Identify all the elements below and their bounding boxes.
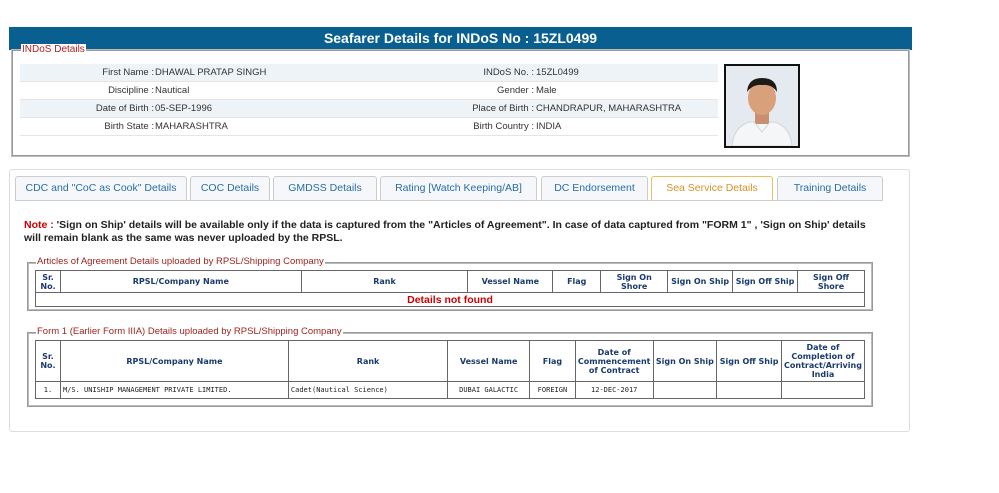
first-name-value: DHAWAL PRATAP SINGH bbox=[155, 67, 267, 78]
col-sign-off-ship: Sign Off Ship bbox=[733, 271, 798, 293]
indos-legend: INDoS Details bbox=[22, 44, 85, 55]
col-vessel-name: Vessel Name bbox=[448, 341, 530, 382]
indos-row bbox=[20, 100, 718, 118]
note-text: 'Sign on Ship' details will be available only if the data is captured from the "Articles of Agreement". In case of data captured from "FORM 1" , 'Sign on Ship' details will remain blank as the same was never uploaded by the RPSL. bbox=[24, 219, 866, 244]
indos-no-value: 15ZL0499 bbox=[536, 67, 579, 78]
cell-sign-on-ship bbox=[653, 382, 717, 399]
col-company-name: RPSL/Company Name bbox=[60, 271, 301, 293]
indos-row bbox=[20, 82, 718, 100]
table-header-row bbox=[36, 271, 865, 293]
cell-rank: Cadet(Nautical Science) bbox=[288, 382, 447, 399]
indos-details-table bbox=[20, 64, 718, 136]
cell-commencement: 12-DEC-2017 bbox=[575, 382, 653, 399]
page-title: Seafarer Details for INDoS No : 15ZL0499 bbox=[9, 27, 912, 50]
discipline-label: Discipline : bbox=[108, 85, 154, 96]
person-photo-icon bbox=[726, 66, 798, 146]
articles-legend: Articles of Agreement Details uploaded by RPSL/Shipping Company bbox=[37, 256, 324, 267]
details-not-found-message: Details not found bbox=[36, 293, 865, 307]
form1-legend: Form 1 (Earlier Form IIIA) Details uploaded by RPSL/Shipping Company bbox=[37, 326, 342, 337]
cell-vessel-name: DUBAI GALACTIC bbox=[448, 382, 530, 399]
col-rank: Rank bbox=[301, 271, 468, 293]
sign-on-note bbox=[24, 219, 884, 245]
cell-sr-no: 1. bbox=[36, 382, 61, 399]
tab-sea-service-details[interactable]: Sea Service Details bbox=[651, 176, 773, 201]
table-header-row bbox=[36, 341, 865, 382]
articles-table bbox=[35, 270, 865, 307]
indos-row bbox=[20, 64, 718, 82]
gender-label: Gender : bbox=[497, 85, 534, 96]
tab-cdc-details[interactable]: CDC and "CoC as Cook" Details bbox=[15, 176, 187, 200]
cell-sign-off-ship bbox=[717, 382, 782, 399]
col-company-name: RPSL/Company Name bbox=[60, 341, 288, 382]
table-row bbox=[36, 382, 865, 399]
col-sign-on-ship: Sign On Ship bbox=[668, 271, 733, 293]
tab-training-details[interactable]: Training Details bbox=[777, 176, 883, 200]
birth-state-label: Birth State : bbox=[104, 121, 154, 132]
birth-country-label: Birth Country : bbox=[473, 121, 534, 132]
cell-company-name: M/S. UNISHIP MANAGEMENT PRIVATE LIMITED. bbox=[60, 382, 288, 399]
col-rank: Rank bbox=[288, 341, 447, 382]
indos-no-label: INDoS No. : bbox=[483, 67, 534, 78]
col-completion: Date of Completion of Contract/Arriving India bbox=[781, 341, 864, 382]
note-prefix: Note : bbox=[24, 219, 54, 231]
discipline-value: Nautical bbox=[155, 85, 190, 96]
gender-value: Male bbox=[536, 85, 557, 96]
col-sign-on-ship: Sign On Ship bbox=[653, 341, 717, 382]
form1-table bbox=[35, 340, 865, 399]
tab-gmdss-details[interactable]: GMDSS Details bbox=[273, 176, 377, 200]
cell-completion bbox=[781, 382, 864, 399]
col-sign-off-shore: Sign Off Shore bbox=[798, 271, 865, 293]
tab-bar-divider bbox=[15, 200, 883, 201]
dob-label: Date of Birth : bbox=[95, 103, 154, 114]
place-of-birth-label: Place of Birth : bbox=[472, 103, 534, 114]
col-vessel-name: Vessel Name bbox=[468, 271, 553, 293]
place-of-birth-value: CHANDRAPUR, MAHARASHTRA bbox=[536, 103, 682, 114]
tab-rating-details[interactable]: Rating [Watch Keeping/AB] bbox=[380, 176, 537, 200]
table-row bbox=[36, 293, 865, 307]
col-commencement: Date of Commencement of Contract bbox=[575, 341, 653, 382]
col-sign-off-ship: Sign Off Ship bbox=[717, 341, 782, 382]
col-sr-no: Sr. No. bbox=[36, 341, 61, 382]
birth-country-value: INDIA bbox=[536, 121, 562, 132]
col-flag: Flag bbox=[553, 271, 601, 293]
seafarer-photo bbox=[724, 64, 800, 148]
cell-flag: FOREIGN bbox=[529, 382, 575, 399]
col-flag: Flag bbox=[529, 341, 575, 382]
indos-row bbox=[20, 118, 718, 136]
tab-dc-endorsement[interactable]: DC Endorsement bbox=[541, 176, 648, 200]
col-sr-no: Sr. No. bbox=[36, 271, 61, 293]
tab-coc-details[interactable]: COC Details bbox=[190, 176, 270, 200]
col-sign-on-shore: Sign On Shore bbox=[601, 271, 668, 293]
dob-value: 05-SEP-1996 bbox=[155, 103, 213, 114]
first-name-label: First Name : bbox=[102, 67, 154, 78]
birth-state-value: MAHARASHTRA bbox=[155, 121, 228, 132]
